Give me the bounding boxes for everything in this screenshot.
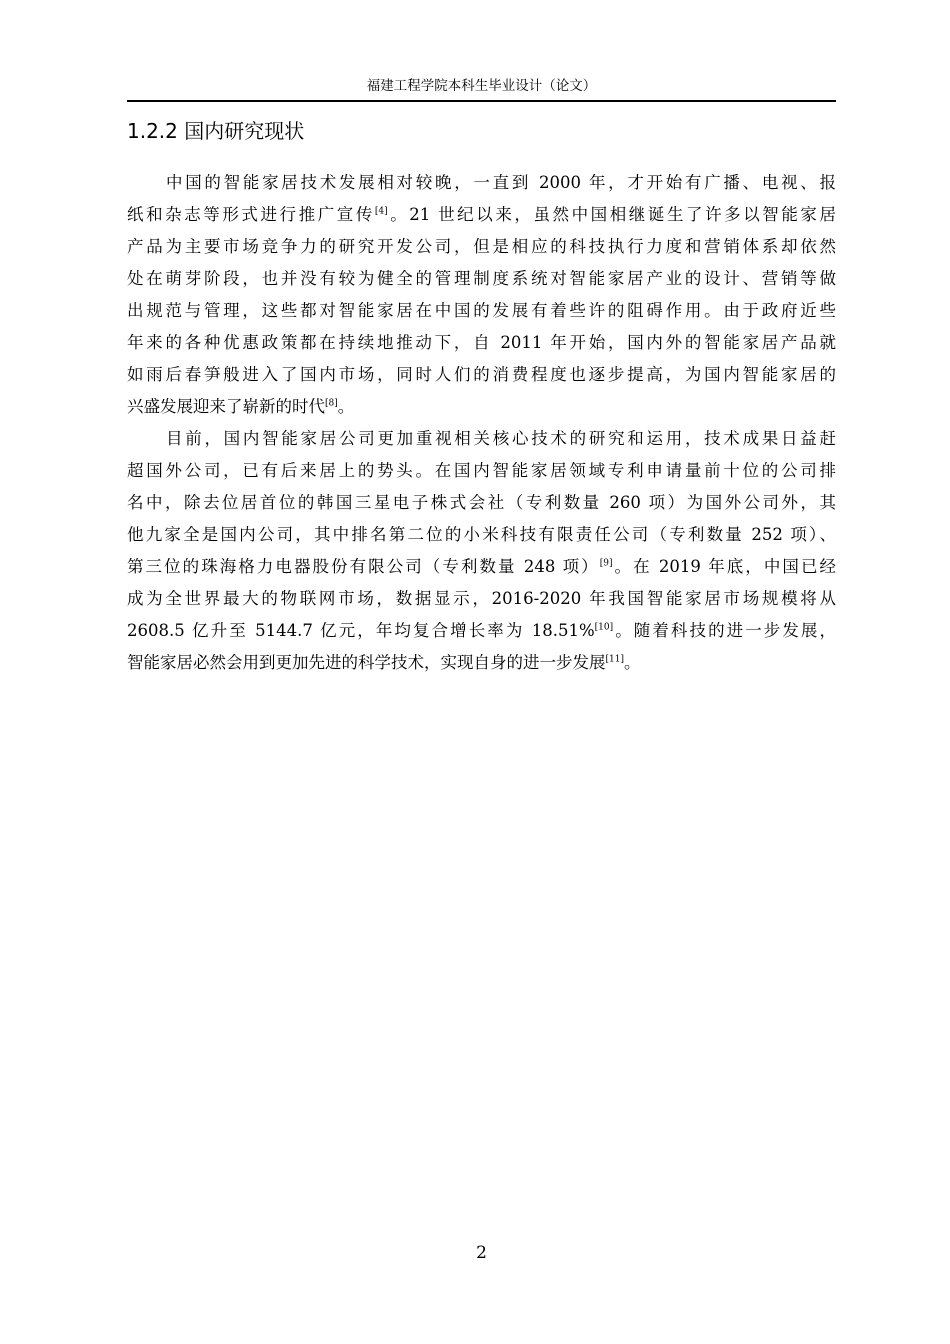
paragraph-line: [127, 231, 836, 263]
paragraph-2: [127, 423, 836, 679]
paragraph-line: [127, 647, 836, 679]
line-text-tail: 。: [337, 397, 355, 416]
page-number: 2: [476, 1243, 487, 1263]
line-text: 中国的智能家居技术发展相对较晚，一直到 2000 年，才开始有广播、电视、报: [166, 173, 836, 192]
line-text: 他九家全是国内公司，其中排名第二位的小米科技有限责任公司（专利数量 252 项）、: [127, 525, 836, 544]
paragraph-line: [127, 199, 836, 231]
citation-reference: [4]: [374, 206, 388, 217]
line-text: 目前，国内智能家居公司更加重视相关核心技术的研究和运用，技术成果日益赶: [166, 429, 836, 448]
line-text-tail: 。: [623, 653, 641, 672]
paragraph-line: [127, 455, 836, 487]
section-heading: 1.2.2 国内研究现状: [127, 119, 305, 143]
line-text: 超国外公司，已有后来居上的势头。在国内智能家居领域专利申请量前十位的公司排: [127, 461, 836, 480]
line-text: 纸和杂志等形式进行推广宣传: [127, 205, 375, 224]
citation-reference: [10]: [594, 622, 614, 633]
line-text: 处在萌芽阶段，也并没有较为健全的管理制度系统对智能家居产业的设计、营销等做: [127, 269, 836, 288]
line-text: 出规范与管理，这些都对智能家居在中国的发展有着些许的阻碍作用。由于政府近些: [127, 301, 836, 320]
line-text: 智能家居必然会用到更加先进的科学技术，实现自身的进一步发展: [127, 653, 606, 672]
paragraph-line: [127, 583, 836, 615]
paragraph-line: [127, 615, 836, 647]
paragraph-line: [127, 487, 836, 519]
citation-reference: [11]: [605, 654, 624, 665]
paragraph-line: [127, 359, 836, 391]
citation-reference: [9]: [599, 558, 613, 569]
line-text: 年来的各种优惠政策都在持续地推动下，自 2011 年开始，国内外的智能家居产品就: [127, 333, 836, 352]
line-text: 名中，除去位居首位的韩国三星电子株式会社（专利数量 260 项）为国外公司外，其: [127, 493, 836, 512]
paragraph-line: [127, 167, 836, 199]
line-text: 成为全世界最大的物联网市场，数据显示，2016-2020 年我国智能家居市场规模将从: [127, 589, 836, 608]
page-header-title: 福建工程学院本科生毕业设计（论文）: [366, 78, 597, 94]
paragraph-line: [127, 423, 836, 455]
paragraph-line: [127, 551, 836, 583]
paragraph-line: [127, 263, 836, 295]
line-text: 第三位的珠海格力电器股份有限公司（专利数量 248 项）: [127, 557, 600, 576]
paragraph-line: [127, 519, 836, 551]
line-text: 产品为主要市场竞争力的研究开发公司，但是相应的科技执行力度和营销体系却依然: [127, 237, 836, 256]
paragraph-1: [127, 167, 836, 423]
header-rule: [127, 100, 836, 102]
line-text-tail: 。21 世纪以来，虽然中国相继诞生了许多以智能家居: [387, 205, 836, 224]
line-text: 如雨后春笋般进入了国内市场，同时人们的消费程度也逐步提高，为国内智能家居的: [127, 365, 836, 384]
line-text: 2608.5 亿升至 5144.7 亿元，年均复合增长率为 18.51%: [127, 621, 595, 640]
paragraph-line: [127, 327, 836, 359]
paragraph-line: [127, 391, 836, 423]
line-text-tail: 。在 2019 年底，中国已经: [612, 557, 837, 576]
line-text-tail: 。随着科技的进一步发展，: [613, 621, 836, 640]
citation-reference: [8]: [325, 398, 338, 409]
line-text: 兴盛发展迎来了崭新的时代: [127, 397, 325, 416]
paragraph-line: [127, 295, 836, 327]
